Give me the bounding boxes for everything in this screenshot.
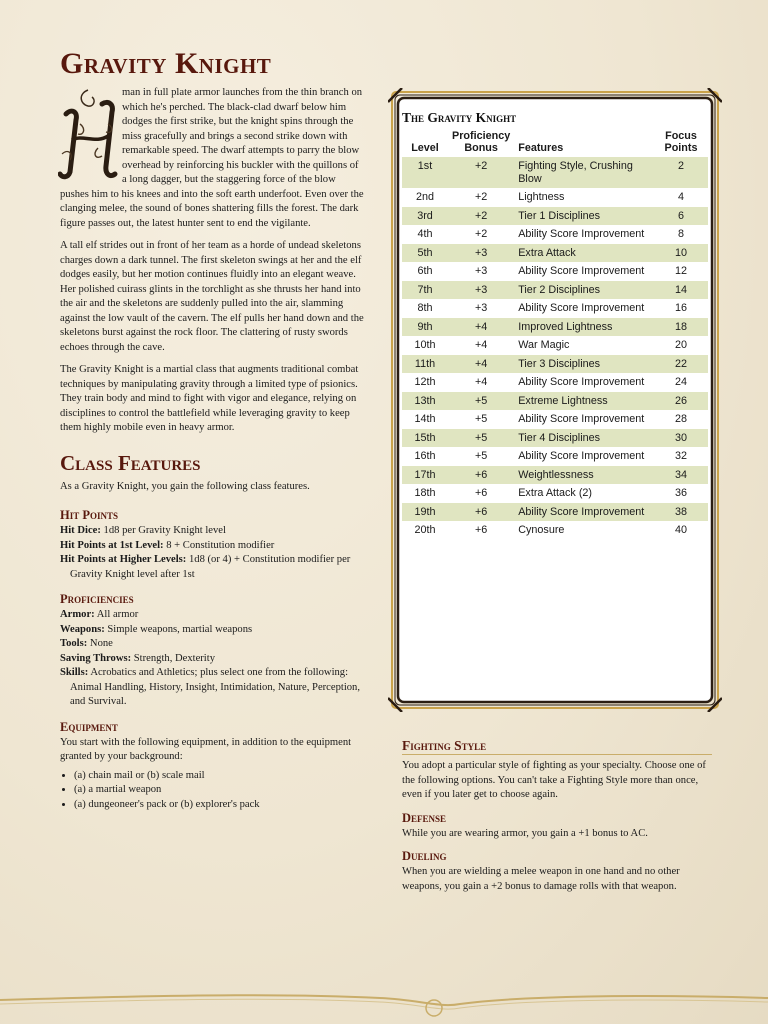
stat-line: Armor: All armor bbox=[60, 609, 139, 620]
cell-proficiency-bonus: +6 bbox=[474, 487, 488, 499]
cell-focus-points: 26 bbox=[654, 392, 708, 411]
table-row bbox=[402, 466, 708, 485]
table-row bbox=[402, 355, 708, 374]
header-features: Features bbox=[518, 142, 564, 154]
stat-line: Weapons: Simple weapons, martial weapons bbox=[60, 623, 253, 635]
cell-focus-points: 22 bbox=[654, 355, 708, 374]
equipment-intro: You start with the following equipment, in addition to the equipment granted by your background: bbox=[60, 736, 352, 762]
cell-focus-points: 36 bbox=[674, 487, 687, 499]
table-row bbox=[402, 207, 708, 226]
list-item: • (a) a martial weapon bbox=[74, 783, 365, 798]
cell-focus-points: 40 bbox=[674, 524, 687, 536]
cell-level: 12th bbox=[414, 376, 436, 388]
cell-focus-points: 16 bbox=[674, 302, 687, 314]
dueling-heading: Dueling bbox=[402, 849, 447, 863]
cell-level: 5th bbox=[402, 244, 448, 263]
table-row bbox=[402, 318, 708, 337]
cell-features: Ability Score Improvement bbox=[518, 265, 645, 277]
cell-proficiency-bonus: +6 bbox=[474, 524, 488, 536]
table-row bbox=[402, 157, 708, 188]
hit-points-heading: Hit Points bbox=[60, 508, 118, 522]
stat-line: Skills: Acrobatics and Athletics; plus select one from the following: Animal Handling, History, Insight, Intimidation, Nature, Perception, and Survival. bbox=[60, 667, 361, 707]
cell-proficiency-bonus: +4 bbox=[448, 355, 514, 374]
cell-focus-points: 4 bbox=[677, 191, 684, 203]
cell-features: Fighting Style, Crushing Blow bbox=[514, 157, 654, 188]
cell-focus-points: 2 bbox=[654, 157, 708, 188]
stat-line: Hit Points at Higher Levels: 1d8 (or 4) + Constitution modifier per Gravity Knight level after 1st bbox=[60, 554, 351, 580]
table-row bbox=[402, 392, 708, 411]
cell-features: Tier 3 Disciplines bbox=[514, 355, 654, 374]
dropcap-h-ornament bbox=[58, 84, 118, 182]
table-row bbox=[402, 373, 708, 392]
fighting-style-intro: You adopt a particular style of fighting as your specialty. Choose one of the following options. You can't take a Fighting Style more than once, even if you later get to choose again. bbox=[402, 760, 706, 800]
cell-focus-points: 30 bbox=[654, 429, 708, 448]
cell-proficiency-bonus: +4 bbox=[448, 318, 514, 337]
defense-heading: Defense bbox=[402, 810, 447, 825]
cell-focus-points: 34 bbox=[654, 466, 708, 485]
page-title: Gravity Knight bbox=[60, 47, 272, 80]
stat-line: Saving Throws: Strength, Dexterity bbox=[60, 652, 215, 664]
cell-level: 19th bbox=[402, 503, 448, 522]
cell-features: Extra Attack (2) bbox=[518, 487, 593, 499]
cell-features: Cynosure bbox=[518, 524, 565, 536]
proficiencies-heading: Proficiencies bbox=[60, 592, 134, 606]
cell-focus-points: 28 bbox=[674, 413, 687, 425]
cell-level: 4th bbox=[417, 228, 433, 240]
cell-level: 7th bbox=[402, 281, 448, 300]
cell-focus-points: 24 bbox=[674, 376, 687, 388]
cell-features: Weightlessness bbox=[514, 466, 654, 485]
table-header-row bbox=[402, 130, 708, 157]
cell-focus-points: 10 bbox=[654, 244, 708, 263]
list-item: • (a) dungeoneer's pack or (b) explorer's pack bbox=[74, 798, 365, 813]
cell-level: 3rd bbox=[402, 207, 448, 226]
stat-line: Hit Dice: 1d8 per Gravity Knight level bbox=[60, 525, 226, 536]
table-row bbox=[402, 299, 708, 318]
footer-ornament bbox=[0, 990, 768, 1024]
table-row bbox=[402, 447, 708, 466]
cell-level: 1st bbox=[402, 157, 448, 188]
cell-level: 14th bbox=[414, 413, 436, 425]
cell-features: Tier 2 Disciplines bbox=[514, 281, 654, 300]
cell-proficiency-bonus: +5 bbox=[448, 429, 514, 448]
cell-focus-points: 14 bbox=[654, 281, 708, 300]
table-title: The Gravity Knight bbox=[402, 110, 517, 125]
cell-level: 10th bbox=[414, 339, 436, 351]
cell-level: 16th bbox=[414, 450, 436, 462]
table-row bbox=[402, 521, 708, 540]
class-features-heading: Class Features bbox=[60, 450, 201, 475]
intro-paragraph: man in full plate armor launches from the thin branch on which he's perched. The black-clad dwarf below him dodges the first strike, but the knight spins through the miss gracefully and brings a second strike down with remarkable speed. The dwarf attempts to parry the blow overhead by reinforcing his buckler with the quillons of a long dagger, but the staggering force of the blow pushes him to his knees and into the soft earth underfoot. Even over the clanging melee, the sound of bones shattering fills the forest. The dark figure passes out, the latest hunter sent to end the vigilante. bbox=[60, 87, 364, 229]
cell-level: 13th bbox=[402, 392, 448, 411]
cell-focus-points: 32 bbox=[674, 450, 687, 462]
cell-level: 2nd bbox=[415, 191, 434, 203]
cell-focus-points: 38 bbox=[654, 503, 708, 522]
proficiencies-lines bbox=[60, 608, 365, 710]
cell-proficiency-bonus: +5 bbox=[474, 450, 488, 462]
cell-proficiency-bonus: +4 bbox=[474, 339, 488, 351]
cell-level: 17th bbox=[402, 466, 448, 485]
cell-features: Extreme Lightness bbox=[514, 392, 654, 411]
intro-paragraph: A tall elf strides out in front of her team as a horde of undead skeletons charges down a dark tunnel. The first skeleton swings at her and the elf dodges easily, but her motion continues fluidly into an elegant weave. Her polished cuirass glints in the torchlight as she thrusts her hand into the air and the skeletons are suddenly pulled into the air, slamming against the low vault of the cavern. The elf pulls her hand down and the skeletons burst against the rock floor. The clattering of rusty swords echoes through the cave. bbox=[60, 240, 364, 353]
cell-features: Improved Lightness bbox=[514, 318, 654, 337]
table-row bbox=[402, 281, 708, 300]
equipment-list bbox=[60, 769, 365, 813]
cell-proficiency-bonus: +5 bbox=[448, 392, 514, 411]
table-body bbox=[402, 157, 708, 540]
cell-level: 18th bbox=[414, 487, 436, 499]
cell-features: Extra Attack bbox=[514, 244, 654, 263]
equipment-heading: Equipment bbox=[60, 719, 118, 734]
cell-proficiency-bonus: +3 bbox=[474, 265, 488, 277]
table-row bbox=[402, 410, 708, 429]
cell-features: Ability Score Improvement bbox=[518, 302, 645, 314]
cell-proficiency-bonus: +2 bbox=[474, 228, 488, 240]
cell-proficiency-bonus: +2 bbox=[448, 157, 514, 188]
cell-proficiency-bonus: +3 bbox=[448, 281, 514, 300]
cell-focus-points: 20 bbox=[674, 339, 687, 351]
dueling-text: When you are wielding a melee weapon in one hand and no other weapons, you gain a +2 bonus to damage rolls with that weapon. bbox=[402, 866, 680, 892]
cell-focus-points: 12 bbox=[674, 265, 687, 277]
cell-proficiency-bonus: +2 bbox=[474, 191, 488, 203]
cell-level: 15th bbox=[402, 429, 448, 448]
table-row bbox=[402, 503, 708, 522]
cell-features: Lightness bbox=[518, 191, 565, 203]
table-row bbox=[402, 262, 708, 281]
table-row bbox=[402, 336, 708, 355]
cell-proficiency-bonus: +2 bbox=[448, 207, 514, 226]
progression-table bbox=[402, 130, 708, 540]
cell-level: 8th bbox=[417, 302, 433, 314]
table-row bbox=[402, 244, 708, 263]
cell-features: Ability Score Improvement bbox=[518, 376, 645, 388]
left-column bbox=[60, 48, 365, 812]
intro-paragraph: The Gravity Knight is a martial class that augments traditional combat techniques by manipulating gravity through a limited type of psionics. They train body and mind to fight with vigor and elegance, relying on disciplines to control the battlefield while leveraging gravity to keep them highly mobile even in heavy armor. bbox=[60, 364, 359, 433]
header-proficiency-bonus: Proficiency Bonus bbox=[452, 130, 511, 154]
fighting-style-heading: Fighting Style bbox=[402, 738, 712, 755]
cell-proficiency-bonus: +5 bbox=[474, 413, 488, 425]
cell-proficiency-bonus: +6 bbox=[448, 466, 514, 485]
list-item: • (a) chain mail or (b) scale mail bbox=[74, 769, 365, 784]
cell-proficiency-bonus: +6 bbox=[448, 503, 514, 522]
right-column bbox=[402, 728, 712, 902]
class-table bbox=[402, 110, 708, 540]
cell-proficiency-bonus: +3 bbox=[474, 302, 488, 314]
table-row bbox=[402, 188, 708, 207]
stat-line: Hit Points at 1st Level: 8 + Constitution modifier bbox=[60, 539, 275, 551]
cell-features: War Magic bbox=[518, 339, 570, 351]
cell-focus-points: 18 bbox=[654, 318, 708, 337]
table-row bbox=[402, 225, 708, 244]
cell-level: 6th bbox=[417, 265, 433, 277]
class-features-intro: As a Gravity Knight, you gain the following class features. bbox=[60, 480, 310, 492]
cell-features: Ability Score Improvement bbox=[518, 450, 645, 462]
intro-section bbox=[60, 86, 365, 231]
cell-level: 11th bbox=[402, 355, 448, 374]
cell-features: Tier 4 Disciplines bbox=[514, 429, 654, 448]
cell-focus-points: 6 bbox=[654, 207, 708, 226]
header-focus-points: Focus Points bbox=[664, 130, 698, 154]
cell-proficiency-bonus: +4 bbox=[474, 376, 488, 388]
cell-features: Ability Score Improvement bbox=[518, 413, 645, 425]
table-row bbox=[402, 429, 708, 448]
cell-focus-points: 8 bbox=[677, 228, 684, 240]
cell-features: Ability Score Improvement bbox=[518, 228, 645, 240]
cell-level: 20th bbox=[414, 524, 436, 536]
cell-proficiency-bonus: +3 bbox=[448, 244, 514, 263]
header-level: Level bbox=[411, 142, 439, 154]
defense-text: While you are wearing armor, you gain a +1 bonus to AC. bbox=[402, 827, 648, 839]
cell-level: 9th bbox=[402, 318, 448, 337]
cell-features: Tier 1 Disciplines bbox=[514, 207, 654, 226]
cell-features: Ability Score Improvement bbox=[514, 503, 654, 522]
hit-points-lines bbox=[60, 524, 365, 582]
stat-line: Tools: None bbox=[60, 638, 113, 649]
table-row bbox=[402, 484, 708, 503]
